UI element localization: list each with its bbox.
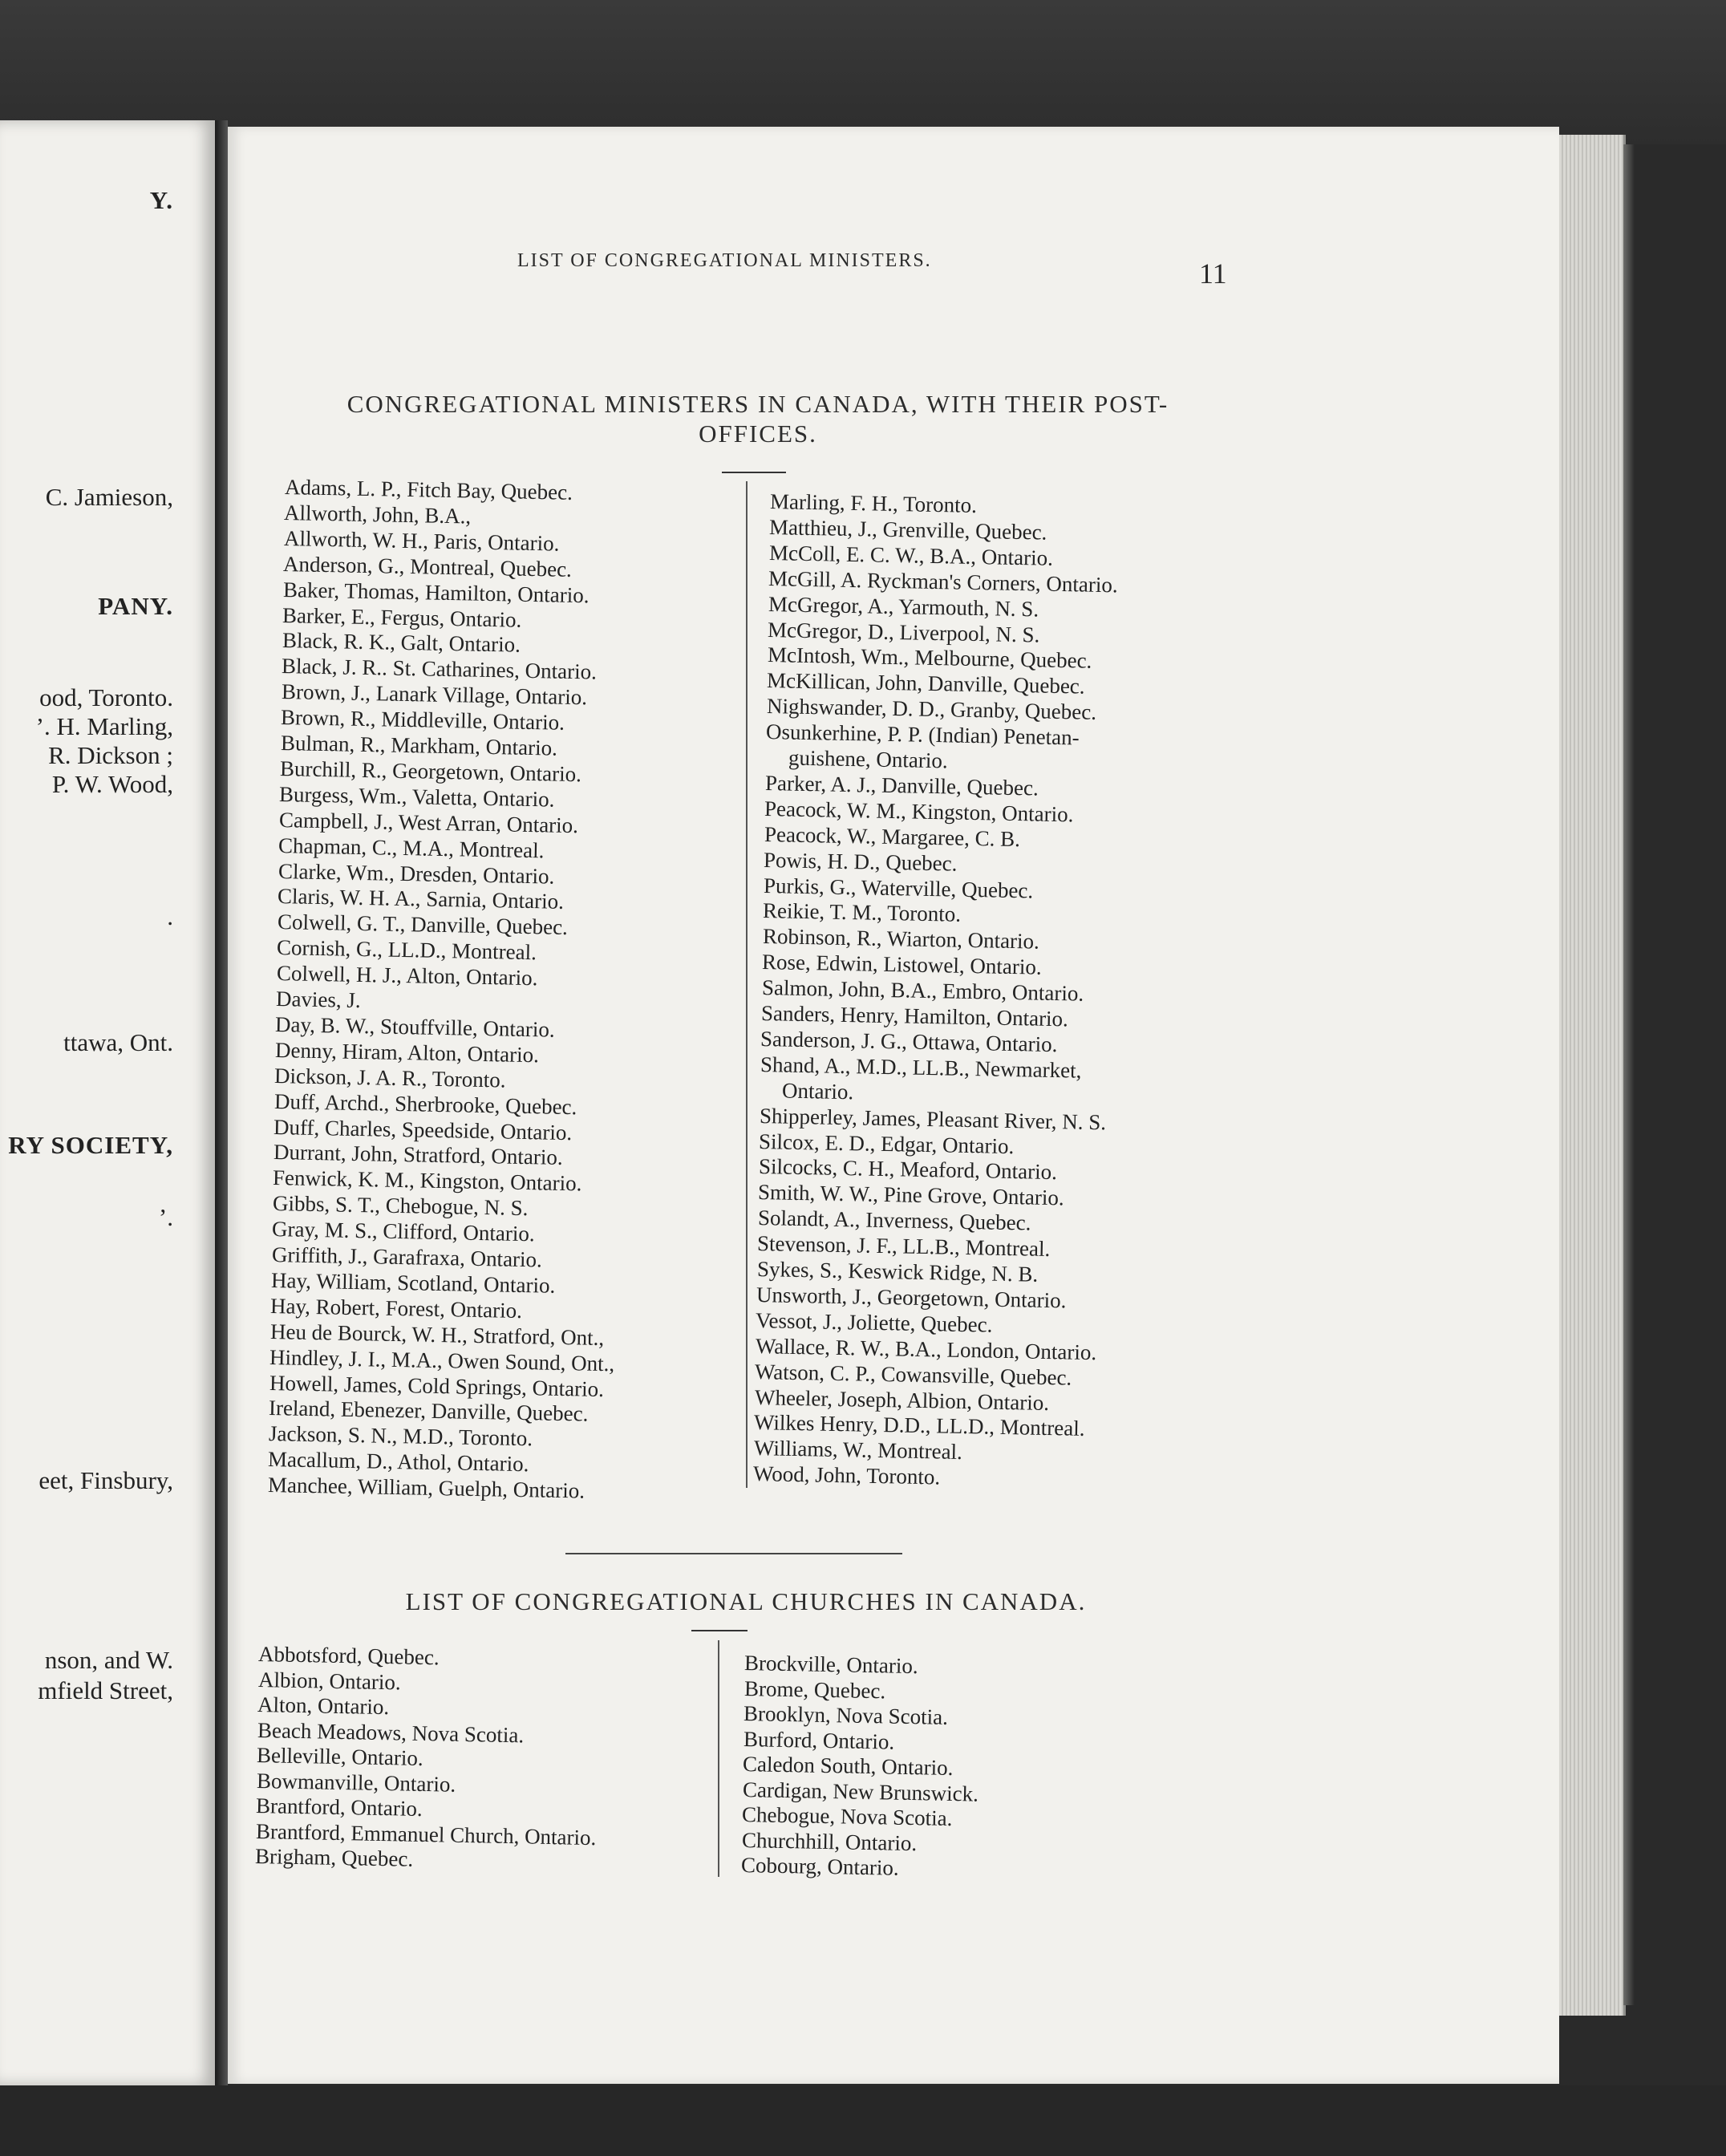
minister-entry: Matthieu, J., Grenville, Quebec.	[769, 514, 1048, 545]
minister-entry: Brown, J., Lanark Village, Ontario.	[281, 679, 587, 710]
minister-entry: Black, J. R.. St. Catharines, Ontario.	[281, 654, 598, 684]
book-gutter	[215, 120, 228, 2085]
minister-entry: Peacock, W., Margaree, C. B.	[764, 821, 1021, 851]
church-entry: Beach Meadows, Nova Scotia.	[257, 1717, 525, 1747]
minister-entry: Duff, Archd., Sherbrooke, Quebec.	[273, 1088, 577, 1119]
minister-entry: Silcox, E. D., Edgar, Ontario.	[758, 1129, 1015, 1158]
minister-entry: McGregor, D., Liverpool, N. S.	[767, 617, 1040, 647]
church-entry: Brantford, Emmanuel Church, Ontario.	[255, 1818, 597, 1850]
church-entry: Caledon South, Ontario.	[742, 1752, 954, 1781]
minister-entry: McGregor, A., Yarmouth, N. S.	[768, 591, 1039, 622]
minister-entry: Wallace, R. W., B.A., London, Ontario.	[755, 1333, 1097, 1364]
minister-entry: Durrant, John, Stratford, Ontario.	[273, 1140, 563, 1170]
left-page-fragment: Y.	[149, 186, 173, 214]
minister-entry: Claris, W. H. A., Sarnia, Ontario.	[277, 884, 565, 914]
churches-title-rule	[691, 1630, 748, 1631]
left-page-fragment: nson, and W.	[44, 1646, 173, 1674]
minister-entry: Salmon, John, B.A., Embro, Ontario.	[761, 975, 1084, 1006]
church-entry: Abbotsford, Quebec.	[257, 1642, 440, 1670]
minister-entry: Colwell, H. J., Alton, Ontario.	[276, 961, 538, 991]
left-page-fragment: ’. H. Marling,	[35, 712, 173, 740]
background-bottom	[0, 2085, 1726, 2156]
ministers-title-rule	[722, 472, 786, 473]
minister-entry: Williams, W., Montreal.	[753, 1436, 962, 1465]
minister-entry: McIntosh, Wm., Melbourne, Quebec.	[767, 642, 1092, 674]
minister-entry: guishene, Ontario.	[788, 745, 948, 773]
minister-entry: Burchill, R., Georgetown, Ontario.	[279, 756, 582, 787]
church-entry: Bowmanville, Ontario.	[256, 1768, 456, 1797]
section-separator-rule	[565, 1553, 902, 1554]
minister-entry: Robinson, R., Wiarton, Ontario.	[762, 924, 1039, 954]
minister-entry: Gray, M. S., Clifford, Ontario.	[271, 1217, 536, 1246]
church-entry: Chebogue, Nova Scotia.	[742, 1802, 953, 1831]
page-edge-shadow	[1623, 144, 1635, 2005]
minister-entry: Clarke, Wm., Dresden, Ontario.	[278, 858, 555, 889]
minister-entry: Campbell, J., West Arran, Ontario.	[278, 807, 579, 837]
minister-entry: Watson, C. P., Cowansville, Quebec.	[755, 1359, 1072, 1390]
minister-entry: Smith, W. W., Pine Grove, Ontario.	[757, 1180, 1065, 1210]
minister-entry: Fenwick, K. M., Kingston, Ontario.	[272, 1165, 582, 1196]
minister-entry: Hindley, J. I., M.A., Owen Sound, Ont.,	[269, 1344, 615, 1376]
minister-entry: Dickson, J. A. R., Toronto.	[274, 1063, 507, 1092]
left-page-fragment: ood, Toronto.	[39, 683, 173, 711]
church-entry: Brantford, Ontario.	[256, 1793, 423, 1821]
minister-entry: Adams, L. P., Fitch Bay, Quebec.	[284, 475, 573, 505]
minister-entry: Peacock, W. M., Kingston, Ontario.	[764, 796, 1075, 827]
minister-entry: McColl, E. C. W., B.A., Ontario.	[768, 540, 1054, 570]
minister-entry: Cornish, G., LL.D., Montreal.	[276, 935, 537, 965]
minister-entry: Rose, Edwin, Listowel, Ontario.	[761, 950, 1043, 979]
page-edges	[1559, 135, 1626, 2016]
minister-entry: Sykes, S., Keswick Ridge, N. B.	[756, 1257, 1038, 1287]
minister-entry: Wheeler, Joseph, Albion, Ontario.	[754, 1384, 1050, 1415]
left-page-fragment: RY SOCIETY,	[8, 1131, 173, 1159]
minister-entry: Ireland, Ebenezer, Danville, Quebec.	[268, 1396, 589, 1427]
church-entry: Brooklyn, Nova Scotia.	[743, 1701, 949, 1729]
minister-entry: Denny, Hiram, Alton, Ontario.	[274, 1037, 540, 1068]
ministers-title-line-1: CONGREGATIONAL MINISTERS IN CANADA, WITH THEIR POST-	[346, 390, 1169, 418]
church-entry: Cardigan, New Brunswick.	[742, 1777, 978, 1806]
minister-entry: McGill, A. Ryckman's Corners, Ontario.	[768, 565, 1119, 598]
minister-entry: Shipperley, James, Pleasant River, N. S.	[759, 1103, 1107, 1134]
left-page-fragment: ttawa, Ont.	[63, 1028, 173, 1056]
minister-entry: Purkis, G., Waterville, Quebec.	[763, 873, 1034, 902]
minister-entry: McKillican, John, Danville, Quebec.	[766, 668, 1086, 699]
minister-entry: Hay, Robert, Forest, Ontario.	[270, 1293, 523, 1323]
minister-entry: Ontario.	[782, 1078, 854, 1104]
minister-entry: Vessot, J., Joliette, Quebec.	[756, 1307, 994, 1337]
minister-entry: Bulman, R., Markham, Ontario.	[280, 731, 557, 760]
left-page-fragment: mfield Street,	[38, 1676, 173, 1704]
minister-entry: Duff, Charles, Speedside, Ontario.	[273, 1114, 573, 1145]
ministers-title-line-2: OFFICES.	[699, 419, 817, 448]
minister-entry: Reikie, T. M., Toronto.	[762, 898, 962, 927]
minister-entry: Heu de Bourck, W. H., Stratford, Ont.,	[269, 1319, 605, 1350]
churches-section-title: LIST OF CONGREGATIONAL CHURCHES IN CANADA.	[405, 1587, 1087, 1615]
minister-entry: Unsworth, J., Georgetown, Ontario.	[756, 1282, 1067, 1313]
minister-entry: Marling, F. H., Toronto.	[769, 489, 978, 517]
left-page-fragment: P. W. Wood,	[51, 770, 173, 798]
background-top	[0, 0, 1726, 144]
minister-entry: Allworth, John, B.A.,	[284, 500, 472, 529]
minister-entry: Davies, J.	[275, 987, 362, 1013]
minister-entry: Baker, Thomas, Hamilton, Ontario.	[282, 577, 590, 607]
left-page-fragment: eet, Finsbury,	[38, 1466, 173, 1494]
church-entry: Alton, Ontario.	[257, 1692, 390, 1720]
minister-entry: Colwell, G. T., Danville, Quebec.	[277, 910, 568, 940]
church-entry: Albion, Ontario.	[257, 1667, 401, 1694]
minister-entry: Sanderson, J. G., Ottawa, Ontario.	[760, 1026, 1059, 1056]
minister-entry: Allworth, W. H., Paris, Ontario.	[283, 525, 560, 556]
minister-entry: Nighswander, D. D., Granby, Quebec.	[766, 694, 1096, 725]
minister-entry: Anderson, G., Montreal, Quebec.	[283, 551, 573, 582]
left-page-fragment: PANY.	[98, 592, 173, 620]
minister-entry: Hay, William, Scotland, Ontario.	[270, 1267, 556, 1298]
ministers-column-divider	[746, 481, 748, 1488]
minister-entry: Jackson, S. N., M.D., Toronto.	[268, 1421, 533, 1451]
minister-entry: Macallum, D., Athol, Ontario.	[267, 1447, 529, 1477]
left-facing-page	[0, 120, 215, 2085]
minister-entry: Wilkes Henry, D.D., LL.D., Montreal.	[753, 1410, 1085, 1441]
minister-entry: Parker, A. J., Danville, Quebec.	[764, 770, 1039, 800]
running-head: LIST OF CONGREGATIONAL MINISTERS.	[517, 250, 932, 271]
churches-column-divider	[718, 1640, 719, 1877]
minister-entry: Black, R. K., Galt, Ontario.	[282, 628, 521, 658]
minister-entry: Gibbs, S. T., Chebogue, N. S.	[272, 1191, 529, 1221]
minister-entry: Howell, James, Cold Springs, Ontario.	[269, 1370, 604, 1401]
church-entry: Brockville, Ontario.	[743, 1651, 918, 1679]
minister-entry: Shand, A., M.D., LL.B., Newmarket,	[760, 1052, 1082, 1083]
church-entry: Brigham, Quebec.	[255, 1844, 414, 1871]
church-entry: Belleville, Ontario.	[256, 1743, 424, 1770]
page-number: 11	[1199, 257, 1227, 290]
minister-entry: Brown, R., Middleville, Ontario.	[280, 705, 565, 735]
minister-entry: Sanders, Henry, Hamilton, Ontario.	[760, 1001, 1069, 1031]
church-entry: Cobourg, Ontario.	[741, 1853, 900, 1880]
ministers-section-title	[297, 389, 1219, 448]
minister-entry: Barker, E., Fergus, Ontario.	[282, 602, 522, 632]
minister-entry: Chapman, C., M.A., Montreal.	[278, 833, 545, 862]
left-page-fragment: R. Dickson ;	[48, 741, 173, 769]
left-page-fragment: ’.	[158, 1203, 173, 1231]
minister-entry: Griffith, J., Garafraxa, Ontario.	[271, 1242, 542, 1272]
church-entry: Brome, Quebec.	[743, 1676, 885, 1703]
minister-entry: Powis, H. D., Quebec.	[764, 847, 958, 876]
minister-entry: Manchee, William, Guelph, Ontario.	[267, 1473, 585, 1503]
minister-entry: Burgess, Wm., Valetta, Ontario.	[279, 781, 556, 812]
left-page-fragment: .	[167, 902, 173, 930]
minister-entry: Wood, John, Toronto.	[752, 1461, 941, 1489]
church-entry: Burford, Ontario.	[743, 1726, 895, 1754]
minister-entry: Solandt, A., Inverness, Quebec.	[757, 1206, 1031, 1235]
minister-entry: Silcocks, C. H., Meaford, Ontario.	[758, 1154, 1057, 1185]
left-page-fragment: C. Jamieson,	[45, 483, 173, 511]
church-entry: Churchhill, Ontario.	[741, 1827, 918, 1855]
minister-entry: Osunkerhine, P. P. (Indian) Penetan-	[765, 719, 1080, 750]
minister-entry: Stevenson, J. F., LL.B., Montreal.	[756, 1231, 1051, 1262]
minister-entry: Day, B. W., Stouffville, Ontario.	[275, 1011, 556, 1042]
